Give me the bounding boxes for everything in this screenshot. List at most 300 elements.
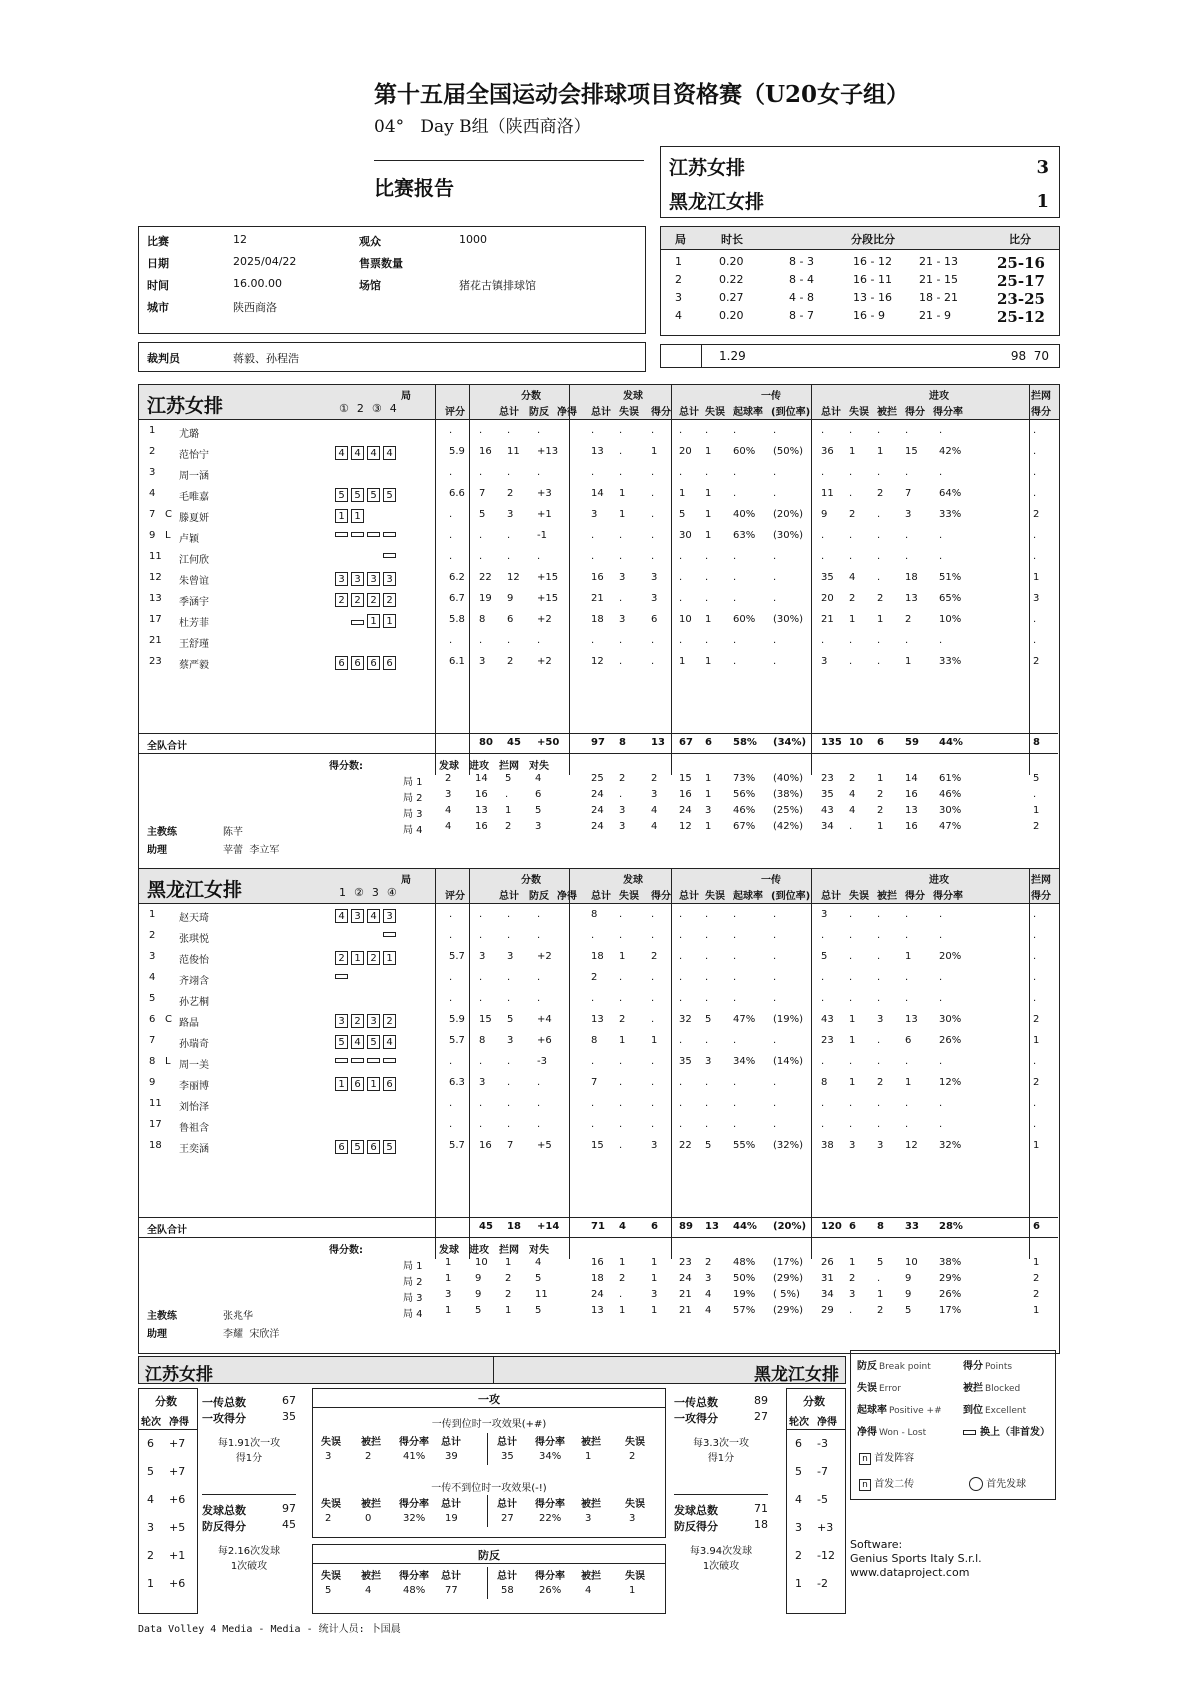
stat-cell: . — [591, 993, 595, 1004]
player-name: 王舒瑾 — [179, 639, 209, 650]
stat-cell: . — [651, 425, 655, 436]
rotation-number: 6 — [147, 1437, 154, 1450]
stat-cell: . — [877, 656, 881, 667]
stat-cell: . — [1033, 635, 1037, 646]
stat-cell: . — [1033, 467, 1037, 478]
set-score: 25-12 — [997, 308, 1045, 326]
stat-cell: . — [537, 993, 541, 1004]
stat-cell: . — [449, 425, 453, 436]
stat-cell: -3 — [537, 1056, 547, 1067]
stat-cell: . — [905, 909, 909, 920]
stat-cell: . — [591, 425, 595, 436]
rot-label: 轮次 — [789, 1417, 809, 1428]
stat-cell: 3 — [591, 509, 598, 520]
set-points-header: 对失 — [529, 1245, 549, 1256]
set-stat-cell: 34 — [821, 1289, 834, 1300]
stat-cell: . — [821, 1098, 825, 1109]
stat-cell: . — [449, 509, 453, 520]
total-cell: +50 — [537, 737, 560, 748]
rotation-box: 6 — [367, 1140, 380, 1154]
stat-cell: 32% — [939, 1140, 962, 1151]
stat-cell: . — [651, 972, 655, 983]
player-role: L — [165, 530, 171, 541]
set-points-header: 拦网 — [499, 761, 519, 772]
set-stat-cell: . — [619, 1289, 623, 1300]
stat-cell: . — [679, 635, 683, 646]
set-row-label: 局 1 — [403, 1261, 423, 1272]
stat-cell: . — [939, 551, 943, 562]
rotation-wl: +6 — [169, 1577, 186, 1590]
set-points-cell: 2 — [505, 1289, 512, 1300]
stat-cell: . — [1033, 993, 1037, 1004]
break-point-box — [312, 1544, 666, 1614]
stat-cell: . — [939, 530, 943, 541]
set-stat-cell: 2 — [651, 773, 658, 784]
fa-col-header: 总计 — [441, 1571, 461, 1582]
set-stat-cell: 15 — [679, 773, 692, 784]
set-points-cell: 5 — [535, 805, 542, 816]
stat-cell: . — [619, 656, 623, 667]
stat-cell: 1 — [651, 1035, 658, 1046]
player-name: 赵天琦 — [179, 913, 209, 924]
rotation-box: 3 — [367, 572, 380, 586]
player-name: 张琪悦 — [179, 934, 209, 945]
rotation-boxes — [335, 1014, 396, 1028]
player-number: 17 — [149, 614, 162, 625]
stat-cell: 26% — [939, 1035, 962, 1046]
stat-cell: . — [507, 467, 511, 478]
set-stat-cell: 2 — [849, 1273, 856, 1284]
player-name: 朱曾谊 — [179, 576, 209, 587]
stat-cell: 30 — [679, 530, 692, 541]
stat-cell: . — [821, 972, 825, 983]
stat-cell: . — [1033, 1056, 1037, 1067]
stat-cell: 15 — [905, 446, 918, 457]
stat-cell: . — [507, 425, 511, 436]
stat-cell: . — [651, 930, 655, 941]
stat-cell: . — [849, 972, 853, 983]
stat-cell: . — [591, 467, 595, 478]
stat-cell: . — [821, 530, 825, 541]
fa-value: 5 — [325, 1585, 332, 1596]
stat-cell: . — [939, 635, 943, 646]
player-number: 17 — [149, 1119, 162, 1130]
rotation-boxes — [335, 488, 396, 502]
rotation-box: 3 — [351, 909, 364, 923]
hdr-att-blo: 被拦 — [877, 407, 897, 418]
hdr-set: 局 — [401, 875, 411, 886]
rotation-box: 2 — [383, 1014, 396, 1028]
fa-value: 19 — [445, 1513, 458, 1524]
total-cell: 6 — [849, 1221, 856, 1232]
fa-value: 35 — [501, 1451, 514, 1462]
stat-cell: . — [537, 1098, 541, 1109]
legend-item: 起球率 Positive +# — [857, 1405, 942, 1416]
legend-box — [850, 1350, 1056, 1500]
player-number: 6 — [149, 1014, 156, 1025]
stat-cell: . — [537, 467, 541, 478]
info-key: 城市 — [147, 301, 169, 314]
stat-cell: +4 — [537, 1014, 552, 1025]
stat-cell: . — [479, 467, 483, 478]
stat-cell: 13 — [591, 446, 604, 457]
rotation-boxes — [335, 1035, 396, 1049]
stat-cell: . — [705, 972, 709, 983]
hdr-att-err: 失误 — [849, 891, 869, 902]
player-name: 路晶 — [179, 1018, 199, 1029]
rotation-number: 3 — [147, 1521, 154, 1534]
left-serve-summary: 发球总数 97 防反得分 45 每2.16次发球 1次破攻 — [202, 1502, 296, 1572]
team-b-name: 黑龙江女排 — [669, 191, 765, 213]
set-p2: 16 - 11 — [853, 273, 892, 286]
stat-cell: . — [651, 1119, 655, 1130]
stat-cell: . — [479, 425, 483, 436]
hdr-serve-pts: 得分 — [651, 891, 671, 902]
rotation-wl: -2 — [817, 1577, 828, 1590]
rotation-box: 3 — [383, 909, 396, 923]
stat-cell: 40% — [733, 509, 756, 520]
stat-cell: . — [1033, 972, 1037, 983]
stat-cell: . — [821, 930, 825, 941]
stat-cell: (19%) — [773, 1014, 804, 1025]
stat-cell: . — [877, 1056, 881, 1067]
stat-cell: . — [619, 425, 623, 436]
stat-cell: 47% — [733, 1014, 756, 1025]
set-stat-cell: 16 — [591, 1257, 604, 1268]
set-points-cell: 9 — [475, 1273, 482, 1284]
total-cell: 6 — [651, 1221, 658, 1232]
set-stat-cell: 16 — [679, 789, 692, 800]
hdr-serve-err: 失误 — [619, 407, 639, 418]
stat-cell: . — [773, 1077, 777, 1088]
set-stat-cell: 2 — [619, 773, 626, 784]
set-points-cell: 4 — [535, 1257, 542, 1268]
set-set: 4 — [675, 309, 682, 322]
set-points-cell: 16 — [475, 821, 488, 832]
set-mark: 3 — [371, 886, 379, 899]
set-points-cell: 4 — [445, 821, 452, 832]
stat-cell: 35 — [679, 1056, 692, 1067]
fa-value: 2 — [365, 1451, 372, 1462]
set-points-header: 发球 — [439, 1245, 459, 1256]
rotation-box: 5 — [351, 488, 364, 502]
team-b-sets-won: 1 — [1036, 191, 1049, 212]
set-points-cell: 3 — [535, 821, 542, 832]
set-points-cell: 6 — [535, 789, 542, 800]
fa-value: 1 — [585, 1451, 592, 1462]
rotation-boxes — [335, 1140, 396, 1154]
stat-cell: 8 — [479, 1035, 486, 1046]
set-dur: 0.27 — [719, 291, 744, 304]
set-stat-cell: 4 — [849, 805, 856, 816]
set-stat-cell: 4 — [651, 805, 658, 816]
stat-cell: . — [449, 1056, 453, 1067]
stat-cell: 30% — [939, 1014, 962, 1025]
rotation-box: 4 — [383, 1035, 396, 1049]
stat-cell: 3 — [507, 951, 514, 962]
set-stat-cell: 43 — [821, 805, 834, 816]
stat-cell: . — [619, 1140, 623, 1151]
hdr-rec-exc: (到位率) — [771, 891, 811, 902]
set-stat-cell: 56% — [733, 789, 756, 800]
stat-cell: . — [939, 1119, 943, 1130]
stat-cell: 38 — [821, 1140, 834, 1151]
total-cell: (20%) — [773, 1221, 807, 1232]
stat-cell: . — [733, 1119, 737, 1130]
rotation-box: 1 — [383, 614, 396, 628]
rot-points-label: 分数 — [155, 1395, 177, 1408]
set-stat-cell: 2 — [619, 1273, 626, 1284]
sets-header-set: 局 — [675, 233, 686, 246]
rotation-box: 3 — [383, 572, 396, 586]
set-stat-cell: 1 — [651, 1273, 658, 1284]
player-name: 孙瑞奇 — [179, 1039, 209, 1050]
stat-cell: . — [733, 488, 737, 499]
player-name: 杜芳菲 — [179, 618, 209, 629]
set-points-cell: 5 — [475, 1305, 482, 1316]
summary-team-a: 江苏女排 — [145, 1365, 213, 1385]
player-number: 9 — [149, 1077, 156, 1088]
set-stat-cell: 1 — [705, 773, 712, 784]
fa-value: 1 — [629, 1585, 636, 1596]
total-cell: 45 — [479, 1221, 493, 1232]
fa-col-header: 被拦 — [581, 1499, 601, 1510]
stat-cell: 13 — [905, 1014, 918, 1025]
stat-cell: . — [773, 1035, 777, 1046]
fa-value: 0 — [365, 1513, 372, 1524]
set-stat-cell: 1 — [1033, 1305, 1040, 1316]
set-points-cell: 1 — [505, 1257, 512, 1268]
stat-cell: . — [537, 1119, 541, 1130]
stat-cell: 1 — [619, 488, 626, 499]
player-number: 4 — [149, 488, 156, 499]
set-p3: 18 - 21 — [919, 291, 958, 304]
rotation-box: 6 — [351, 656, 364, 670]
software-credit: Software: Genius Sports Italy S.r.l. www.dataproject.com — [850, 1538, 982, 1579]
set-stat-cell: 5 — [877, 1257, 884, 1268]
stat-cell: . — [939, 467, 943, 478]
stat-cell: 8 — [479, 614, 486, 625]
stat-cell: 12 — [507, 572, 520, 583]
stat-cell: . — [479, 1056, 483, 1067]
stat-cell: . — [679, 993, 683, 1004]
stat-cell: . — [877, 425, 881, 436]
stat-cell: . — [479, 993, 483, 1004]
positive-title: 一传到位时一攻效果(+#) — [431, 1419, 547, 1430]
set-score: 25-17 — [997, 272, 1045, 290]
total-cell: 10 — [849, 737, 863, 748]
stat-cell: . — [773, 1098, 777, 1109]
rotation-box: 5 — [383, 488, 396, 502]
set-mark: ① — [339, 402, 349, 415]
set-stat-cell: 1 — [877, 821, 884, 832]
rotation-number: 4 — [147, 1493, 154, 1506]
set-points-cell: 3 — [445, 789, 452, 800]
stat-cell: . — [619, 530, 623, 541]
stat-cell: 3 — [479, 951, 486, 962]
stat-cell: . — [939, 972, 943, 983]
stat-cell: . — [679, 1035, 683, 1046]
set-score: 25-16 — [997, 254, 1045, 272]
stat-cell: 1 — [705, 656, 712, 667]
stat-cell: . — [733, 572, 737, 583]
stat-cell: 23 — [821, 1035, 834, 1046]
fa-value: 26% — [539, 1585, 562, 1596]
player-number: 3 — [149, 951, 156, 962]
stat-cell: . — [591, 930, 595, 941]
stat-cell: . — [1033, 930, 1037, 941]
stat-cell: 10 — [679, 614, 692, 625]
total-cell: (34%) — [773, 737, 807, 748]
stat-cell: . — [821, 1119, 825, 1130]
rotation-box: 2 — [351, 1014, 364, 1028]
stat-cell: . — [651, 551, 655, 562]
fa-col-header: 得分率 — [535, 1571, 565, 1582]
page-subtitle: 04° Day B组（陕西商洛） — [374, 117, 591, 137]
fa-col-header: 得分率 — [399, 1571, 429, 1582]
substitute-bar-icon — [963, 1430, 976, 1435]
rotation-box: 4 — [367, 446, 380, 460]
rotation-boxes — [335, 446, 396, 460]
fa-col-header: 得分率 — [399, 1499, 429, 1510]
stat-cell: . — [507, 930, 511, 941]
stat-cell: . — [705, 467, 709, 478]
right-rotation-box — [786, 1388, 846, 1614]
stat-cell: +6 — [537, 1035, 552, 1046]
set-stat-cell: 1 — [619, 1305, 626, 1316]
rotation-number: 6 — [795, 1437, 802, 1450]
stat-cell: 14 — [591, 488, 604, 499]
hdr-set: 局 — [401, 391, 411, 402]
set-stat-cell: (17%) — [773, 1257, 804, 1268]
fa-col-header: 被拦 — [361, 1499, 381, 1510]
stat-cell: 6 — [651, 614, 658, 625]
stat-cell: 1 — [705, 530, 712, 541]
stat-cell: 5 — [821, 951, 828, 962]
rotation-boxes — [335, 572, 396, 586]
rotation-boxes — [335, 614, 396, 628]
fa-value: 2 — [325, 1513, 332, 1524]
set-points-cell: 5 — [505, 773, 512, 784]
set-stat-cell: 73% — [733, 773, 756, 784]
stat-cell: . — [679, 572, 683, 583]
stat-cell: . — [619, 930, 623, 941]
stat-cell: . — [849, 1119, 853, 1130]
rotation-boxes — [335, 909, 396, 923]
set-score: 23-25 — [997, 290, 1045, 308]
stat-cell: 2 — [849, 509, 856, 520]
set-stat-cell: 1 — [1033, 805, 1040, 816]
stat-cell: . — [733, 656, 737, 667]
player-number: 1 — [149, 909, 156, 920]
set-stat-cell: 14 — [905, 773, 918, 784]
hdr-serve-err: 失误 — [619, 891, 639, 902]
set-stat-cell: (25%) — [773, 805, 804, 816]
fa-value: 41% — [403, 1451, 426, 1462]
fa-col-header: 失误 — [625, 1437, 645, 1448]
hdr-reception: 一传 — [761, 391, 781, 402]
stat-cell: . — [773, 993, 777, 1004]
stat-cell: 3 — [1033, 593, 1040, 604]
stat-cell: . — [507, 1098, 511, 1109]
total-cell: 120 — [821, 1221, 842, 1232]
rotation-wl: +1 — [169, 1549, 186, 1562]
stat-cell: . — [507, 909, 511, 920]
stat-cell: . — [705, 1098, 709, 1109]
set-stat-cell: 5 — [1033, 773, 1040, 784]
set-points-header: 拦网 — [499, 1245, 519, 1256]
stat-cell: 20 — [679, 446, 692, 457]
player-number: 2 — [149, 930, 156, 941]
set-points-cell: 2 — [505, 1273, 512, 1284]
set-stat-cell: 3 — [619, 805, 626, 816]
stat-cell: 55% — [733, 1140, 756, 1151]
final-score-box — [660, 146, 1060, 218]
stat-cell: 2 — [591, 972, 598, 983]
stat-cell: . — [905, 1098, 909, 1109]
stat-cell: 2 — [619, 1014, 626, 1025]
rotation-box: 3 — [335, 572, 348, 586]
match-info-box — [138, 226, 646, 334]
stat-cell: 6.3 — [449, 1077, 465, 1088]
stat-cell: . — [449, 972, 453, 983]
set-stat-cell: . — [849, 1305, 853, 1316]
stat-cell: 6.1 — [449, 656, 465, 667]
set-points-header: 进攻 — [469, 761, 489, 772]
set-stat-cell: 18 — [591, 1273, 604, 1284]
set-p2: 16 - 9 — [853, 309, 885, 322]
stat-cell: . — [877, 572, 881, 583]
stat-cell: 3 — [619, 614, 626, 625]
set-stat-cell: (29%) — [773, 1273, 804, 1284]
stat-cell: . — [821, 993, 825, 1004]
stat-cell: . — [939, 909, 943, 920]
stat-cell: . — [479, 909, 483, 920]
rotation-wl: -5 — [817, 1493, 828, 1506]
stat-cell: . — [733, 1077, 737, 1088]
rotation-wl: -3 — [817, 1437, 828, 1450]
stat-cell: . — [877, 530, 881, 541]
stat-cell: . — [679, 1077, 683, 1088]
stat-cell: 3 — [507, 1035, 514, 1046]
hdr-att-pct: 得分率 — [933, 407, 963, 418]
stat-cell: . — [591, 635, 595, 646]
stat-cell: 1 — [619, 509, 626, 520]
stat-cell: . — [705, 635, 709, 646]
rotation-number: 1 — [147, 1577, 154, 1590]
rotation-box: 2 — [367, 593, 380, 607]
set-stat-cell: 48% — [733, 1257, 756, 1268]
stat-cell: 1 — [849, 1077, 856, 1088]
set-stat-cell: 4 — [651, 821, 658, 832]
hdr-bp: 防反 — [529, 407, 549, 418]
stat-cell: . — [679, 930, 683, 941]
stat-cell: 8 — [591, 1035, 598, 1046]
set-p1: 8 - 3 — [789, 255, 814, 268]
stat-cell: 9 — [507, 593, 514, 604]
hdr-att-err: 失误 — [849, 407, 869, 418]
info-key: 日期 — [147, 257, 169, 270]
stat-cell: 5 — [479, 509, 486, 520]
circle-icon — [969, 1477, 983, 1491]
stat-cell: +13 — [537, 446, 559, 457]
stat-cell: . — [849, 551, 853, 562]
stat-cell: . — [773, 593, 777, 604]
stat-cell: . — [905, 551, 909, 562]
set-points-cell: . — [505, 789, 509, 800]
stat-cell: 12 — [591, 656, 604, 667]
set-points-cell: 5 — [535, 1273, 542, 1284]
